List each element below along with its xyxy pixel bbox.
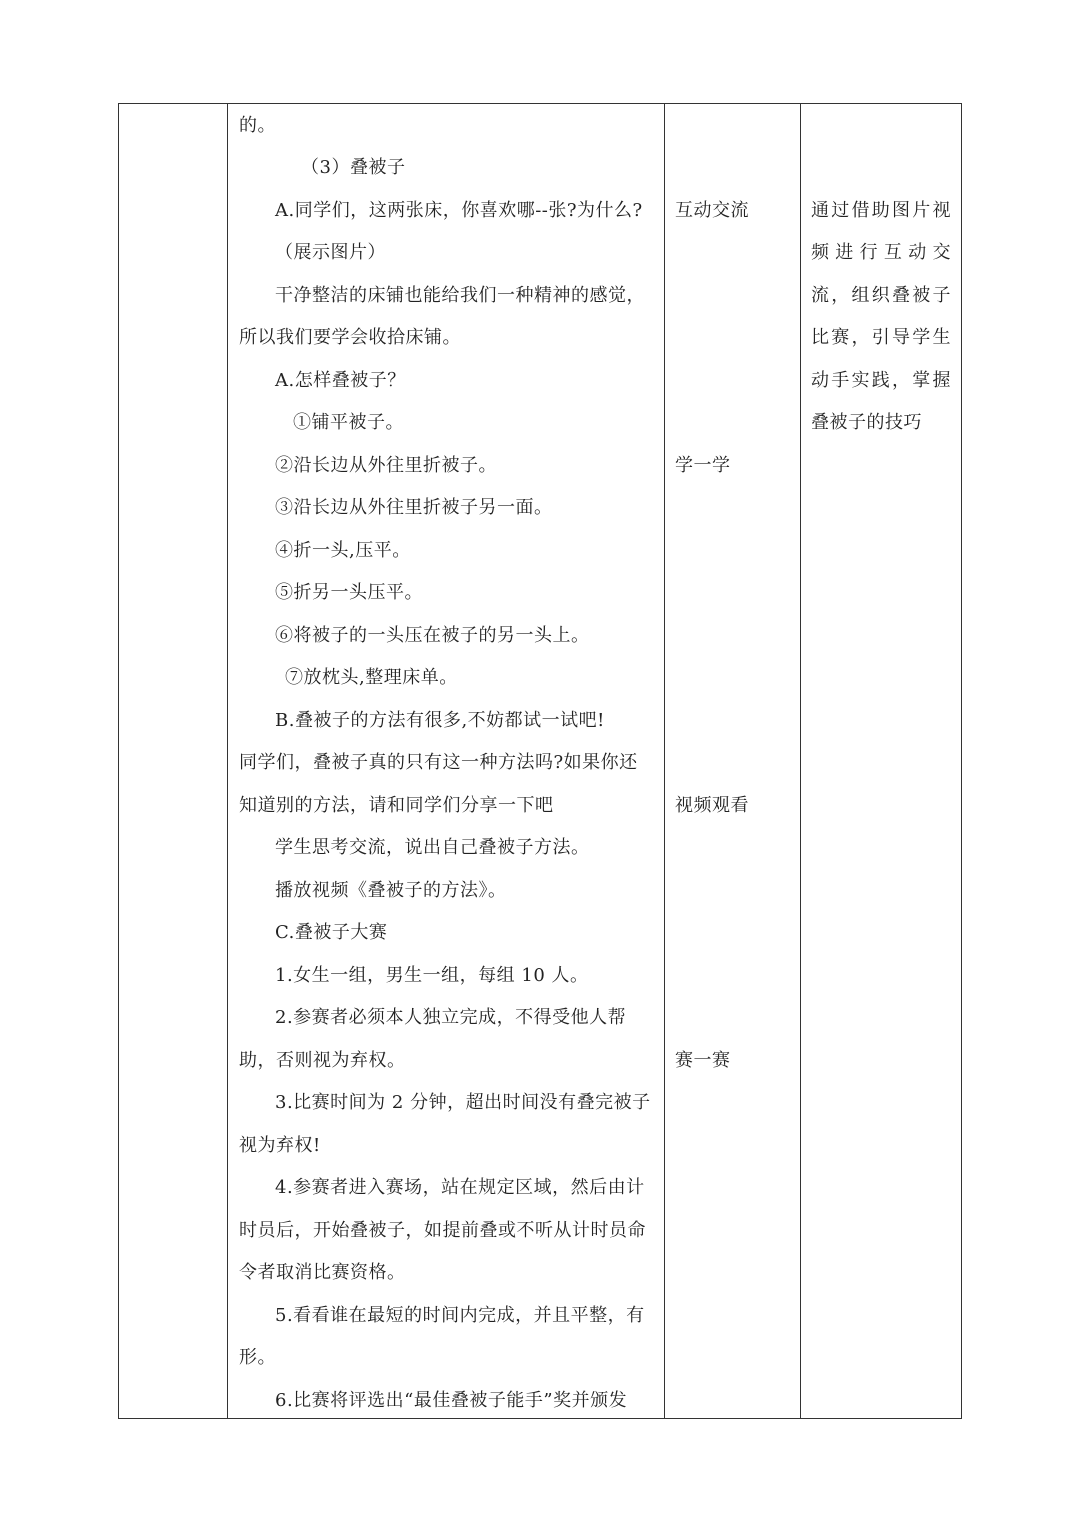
column-divider — [664, 104, 665, 1418]
intent-line: 流，组织叠被子 — [811, 285, 951, 306]
process-step: ①铺平被子。 — [293, 412, 404, 433]
process-line: A.怎样叠被子？ — [275, 370, 406, 391]
process-step: ⑦放枕头,整理床单。 — [285, 667, 458, 688]
stage-column — [119, 104, 227, 1418]
process-line: 4.参赛者进入赛场，站在规定区域，然后由计 — [275, 1177, 645, 1198]
process-step: ④折一头,压平。 — [275, 540, 411, 561]
lesson-plan-table — [118, 103, 962, 1419]
activity-label: 视频观看 — [675, 795, 749, 816]
intent-line: 叠被子的技巧 — [811, 412, 922, 433]
column-divider — [227, 104, 228, 1418]
process-line: 助，否则视为弃权。 — [239, 1050, 406, 1071]
intent-line: 频进行互动交 — [811, 242, 951, 263]
process-line: C.叠被子大赛 — [275, 922, 388, 943]
activity-label: 赛一赛 — [675, 1050, 731, 1071]
process-line: 3.比赛时间为 2 分钟，超出时间没有叠完被子 — [275, 1092, 651, 1113]
process-line: 6.比赛将评选出“最佳叠被子能手”奖并颁发 — [275, 1390, 628, 1411]
teaching-process-column — [239, 104, 657, 1418]
process-step: ⑥将被子的一头压在被子的另一头上。 — [275, 625, 590, 646]
process-line: A.同学们，这两张床，你喜欢哪--张?为什么? — [275, 200, 643, 221]
process-line: 时员后，开始叠被子，如提前叠或不听从计时员命 — [239, 1220, 646, 1241]
process-line: 同学们，叠被子真的只有这一种方法吗?如果你还 — [239, 752, 638, 773]
activity-label: 互动交流 — [675, 200, 749, 221]
process-line: 2.参赛者必须本人独立完成，不得受他人帮 — [275, 1007, 627, 1028]
process-line: （展示图片） — [275, 242, 386, 263]
process-line: 形。 — [239, 1347, 276, 1368]
process-line: 知道别的方法，请和同学们分享一下吧 — [239, 795, 554, 816]
design-intent-column — [811, 104, 951, 1418]
process-line: 干净整洁的床铺也能给我们一种精神的感觉， — [275, 285, 645, 306]
process-step: ②沿长边从外往里折被子。 — [275, 455, 497, 476]
student-activity-column — [675, 104, 793, 1418]
process-section-heading: （3）叠被子 — [301, 157, 406, 178]
intent-line: 比赛，引导学生 — [811, 327, 951, 348]
process-step: ③沿长边从外往里折被子另一面。 — [275, 497, 553, 518]
intent-line: 动手实践，掌握 — [811, 370, 951, 391]
process-step: ⑤折另一头压平。 — [275, 582, 423, 603]
intent-line: 通过借助图片视 — [811, 200, 951, 221]
column-divider — [800, 104, 801, 1418]
process-line: 的。 — [239, 115, 276, 136]
process-line: 视为弃权! — [239, 1135, 321, 1156]
process-line: 5.看看谁在最短的时间内完成，并且平整，有 — [275, 1305, 645, 1326]
process-line: 学生思考交流，说出自己叠被子方法。 — [275, 837, 590, 858]
process-line: 1.女生一组，男生一组，每组 10 人。 — [275, 965, 589, 986]
process-line: 所以我们要学会收拾床铺。 — [239, 327, 461, 348]
process-line: 播放视频《叠被子的方法》。 — [275, 880, 507, 901]
process-line: B.叠被子的方法有很多,不妨都试一试吧! — [275, 710, 605, 731]
process-line: 令者取消比赛资格。 — [239, 1262, 406, 1283]
activity-label: 学一学 — [675, 455, 731, 476]
